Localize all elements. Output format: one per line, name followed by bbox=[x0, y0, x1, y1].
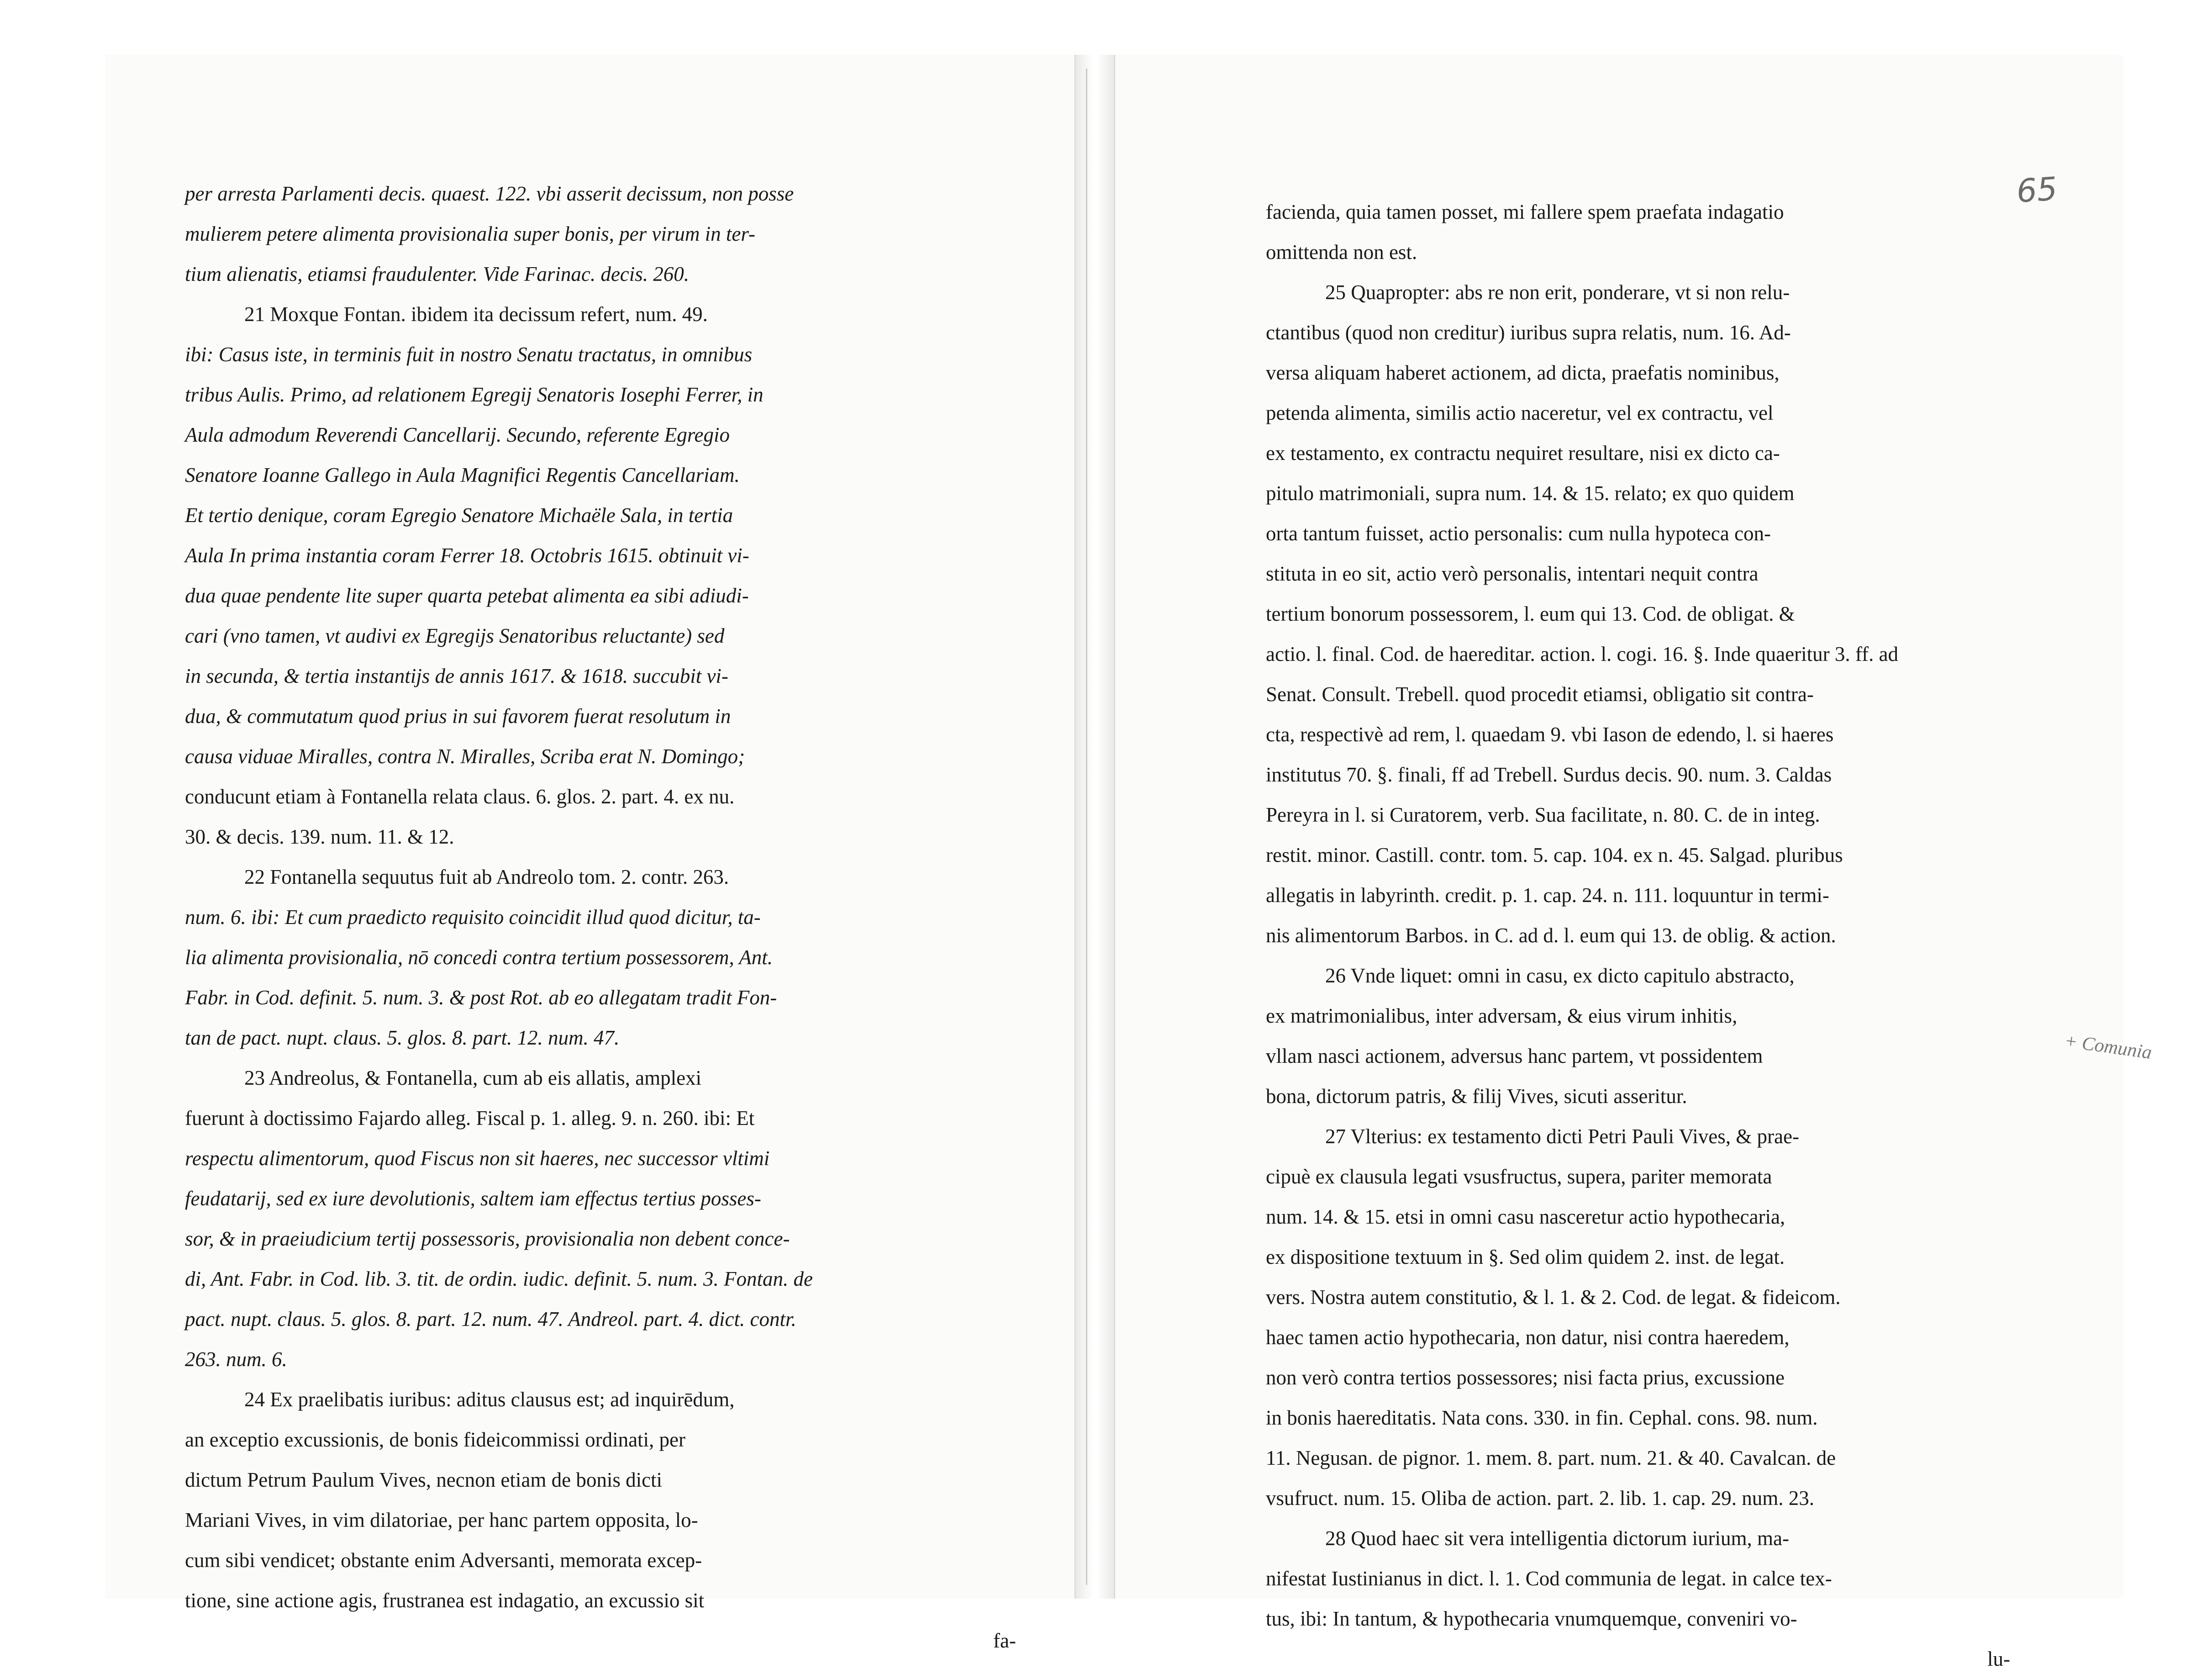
right-page-text bbox=[1266, 192, 2015, 1679]
text-line: dua, & commutatum quod prius in sui favorem fuerat resolutum in bbox=[185, 705, 731, 728]
text-line: Aula admodum Reverendi Cancellarij. Secundo, referente Egregio bbox=[185, 423, 730, 446]
text-line: bona, dictorum patris, & filij Vives, sicuti asseritur. bbox=[1266, 1085, 1687, 1108]
text-line: Fabr. in Cod. definit. 5. num. 3. & post Rot. ab eo allegatam tradit Fon- bbox=[185, 986, 777, 1009]
text-line: dictum Petrum Paulum Vives, necnon etiam de bonis dicti bbox=[185, 1468, 663, 1491]
text-line: versa aliquam haberet actionem, ad dicta, praefatis nominibus, bbox=[1266, 361, 1780, 384]
text-line: 263. num. 6. bbox=[185, 1348, 287, 1371]
text-line: Senat. Consult. Trebell. quod procedit etiamsi, obligatio sit contra- bbox=[1266, 683, 1814, 706]
text-line: omittenda non est. bbox=[1266, 241, 1417, 264]
text-line: causa viduae Miralles, contra N. Miralles, Scriba erat N. Domingo; bbox=[185, 745, 745, 768]
fold-line bbox=[1086, 69, 1087, 1585]
text-line: 28 Quod haec sit vera intelligentia dictorum iurium, ma- bbox=[1325, 1527, 1789, 1550]
text-line: 30. & decis. 139. num. 11. & 12. bbox=[185, 825, 454, 848]
text-line: tium alienatis, etiamsi fraudulenter. Vide Farinac. decis. 260. bbox=[185, 263, 690, 285]
folio-number: 65 bbox=[2015, 169, 2059, 211]
text-line: vsufruct. num. 15. Oliba de action. part. 2. lib. 1. cap. 29. num. 23. bbox=[1266, 1487, 1815, 1510]
text-line: tertium bonorum possessorem, l. eum qui 13. Cod. de obligat. & bbox=[1266, 602, 1795, 625]
text-line: restit. minor. Castill. contr. tom. 5. cap. 104. ex n. 45. Salgad. pluribus bbox=[1266, 844, 1843, 866]
text-line: 22 Fontanella sequutus fuit ab Andreolo tom. 2. contr. 263. bbox=[244, 866, 729, 888]
text-line: haec tamen actio hypothecaria, non datur, nisi contra haeredem, bbox=[1266, 1326, 1790, 1349]
text-line: ibi: Casus iste, in terminis fuit in nostro Senatu tractatus, in omnibus bbox=[185, 343, 753, 366]
text-line: allegatis in labyrinth. credit. p. 1. cap. 24. n. 111. loquuntur in termi- bbox=[1266, 884, 1829, 907]
text-line: di, Ant. Fabr. in Cod. lib. 3. tit. de ordin. iudic. definit. 5. num. 3. Fontan. de bbox=[185, 1267, 813, 1290]
text-line: 21 Moxque Fontan. ibidem ita decissum refert, num. 49. bbox=[244, 303, 708, 326]
text-line: in secunda, & tertia instantijs de annis 1617. & 1618. succubit vi- bbox=[185, 665, 728, 687]
text-line: facienda, quia tamen posset, mi fallere spem praefata indagatio bbox=[1266, 201, 1784, 223]
text-line: ex matrimonialibus, inter adversam, & eius virum inhitis, bbox=[1266, 1004, 1738, 1027]
text-line: cipuè ex clausula legati vsusfructus, supera, pariter memorata bbox=[1266, 1165, 1772, 1188]
margin-annotation: + Comunia bbox=[2063, 1030, 2154, 1064]
text-line: sor, & in praeiudicium tertij possessoris, provisionalia non debent conce- bbox=[185, 1227, 790, 1250]
text-line: fuerunt à doctissimo Fajardo alleg. Fiscal p. 1. alleg. 9. n. 260. ibi: Et bbox=[185, 1107, 755, 1130]
text-line: mulierem petere alimenta provisionalia super bonis, per virum in ter- bbox=[185, 222, 755, 245]
text-line: pact. nupt. claus. 5. glos. 8. part. 12. num. 47. Andreol. part. 4. dict. contr. bbox=[185, 1308, 796, 1331]
text-line: orta tantum fuisset, actio personalis: cum nulla hypoteca con- bbox=[1266, 522, 1771, 545]
text-line: num. 14. & 15. etsi in omni casu nasceretur actio hypothecaria, bbox=[1266, 1205, 1785, 1228]
text-line: cta, respectivè ad rem, l. quaedam 9. vbi Iason de edendo, l. si haeres bbox=[1266, 723, 1834, 746]
right-page bbox=[1114, 55, 2123, 1670]
text-line: Et tertio denique, coram Egregio Senatore Michaële Sala, in tertia bbox=[185, 504, 733, 527]
text-line: an exceptio excussionis, de bonis fideicommissi ordinati, per bbox=[185, 1428, 686, 1451]
text-line: petenda alimenta, similis actio naceretur, vel ex contractu, vel bbox=[1266, 401, 1774, 424]
catchword: lu- bbox=[1987, 1647, 2010, 1670]
text-line: vers. Nostra autem constitutio, & l. 1. & 2. Cod. de legat. & fideicom. bbox=[1266, 1286, 1841, 1309]
text-line: in bonis haereditatis. Nata cons. 330. in fin. Cephal. cons. 98. num. bbox=[1266, 1406, 1818, 1429]
text-line: conducunt etiam à Fontanella relata claus. 6. glos. 2. part. 4. ex nu. bbox=[185, 785, 735, 808]
text-line: non verò contra tertios possessores; nisi facta prius, excussione bbox=[1266, 1366, 1785, 1389]
text-line: lia alimenta provisionalia, nō concedi contra tertium possessorem, Ant. bbox=[185, 946, 773, 969]
text-line: 25 Quapropter: abs re non erit, ponderare, vt si non relu- bbox=[1325, 281, 1790, 304]
text-line: respectu alimentorum, quod Fiscus non sit haeres, nec successor vltimi bbox=[185, 1147, 770, 1170]
text-line: tan de pact. nupt. claus. 5. glos. 8. part. 12. num. 47. bbox=[185, 1026, 620, 1049]
text-line: stituta in eo sit, actio verò personalis, intentari nequit contra bbox=[1266, 562, 1759, 585]
text-line: institutus 70. §. finali, ff ad Trebell. Surdus decis. 90. num. 3. Caldas bbox=[1266, 763, 1832, 786]
text-line: Senatore Ioanne Gallego in Aula Magnifici Regentis Cancellariam. bbox=[185, 464, 740, 486]
book-gutter bbox=[1075, 55, 1114, 1599]
text-line: 23 Andreolus, & Fontanella, cum ab eis allatis, amplexi bbox=[244, 1067, 702, 1089]
text-line: cari (vno tamen, vt audivi ex Egregijs Senatoribus reluctante) sed bbox=[185, 624, 725, 647]
text-line: feudatarij, sed ex iure devolutionis, saltem iam effectus tertius posses- bbox=[185, 1187, 761, 1210]
text-line: pitulo matrimoniali, supra num. 14. & 15. relato; ex quo quidem bbox=[1266, 482, 1795, 505]
text-line: per arresta Parlamenti decis. quaest. 122. vbi asserit decissum, non posse bbox=[185, 182, 794, 205]
text-line: 26 Vnde liquet: omni in casu, ex dicto capitulo abstracto, bbox=[1325, 964, 1795, 987]
text-line: actio. l. final. Cod. de haereditar. action. l. cogi. 16. §. Inde quaeritur 3. ff. ad bbox=[1266, 643, 1898, 665]
text-line: tus, ibi: In tantum, & hypothecaria vnumquemque, conveniri vo- bbox=[1266, 1607, 1797, 1630]
text-line: 27 Vlterius: ex testamento dicti Petri Pauli Vives, & prae- bbox=[1325, 1125, 1799, 1148]
text-line: 11. Negusan. de pignor. 1. mem. 8. part. num. 21. & 40. Cavalcan. de bbox=[1266, 1447, 1836, 1469]
left-page bbox=[105, 55, 1075, 1652]
text-line: tribus Aulis. Primo, ad relationem Egregij Senatoris Iosephi Ferrer, in bbox=[185, 383, 764, 406]
catchword: fa- bbox=[993, 1629, 1016, 1652]
text-line: nifestat Iustinianus in dict. l. 1. Cod communia de legat. in calce tex- bbox=[1266, 1567, 1832, 1590]
text-line: vllam nasci actionem, adversus hanc partem, vt possidentem bbox=[1266, 1045, 1763, 1067]
text-line: Mariani Vives, in vim dilatoriae, per hanc partem opposita, lo- bbox=[185, 1509, 698, 1531]
text-line: Pereyra in l. si Curatorem, verb. Sua facilitate, n. 80. C. de in integ. bbox=[1266, 803, 1820, 826]
left-page-text bbox=[185, 174, 1021, 1661]
text-line: cum sibi vendicet; obstante enim Adversanti, memorata excep- bbox=[185, 1549, 702, 1572]
text-line: dua quae pendente lite super quarta petebat alimenta ea sibi adiudi- bbox=[185, 584, 749, 607]
text-line: num. 6. ibi: Et cum praedicto requisito coincidit illud quod dicitur, ta- bbox=[185, 906, 761, 929]
text-line: tione, sine actione agis, frustranea est indagatio, an excussio sit bbox=[185, 1589, 705, 1612]
text-line: nis alimentorum Barbos. in C. ad d. l. eum qui 13. de oblig. & action. bbox=[1266, 924, 1836, 947]
text-line: Aula In prima instantia coram Ferrer 18. Octobris 1615. obtinuit vi- bbox=[185, 544, 749, 567]
text-line: ex testamento, ex contractu nequiret resultare, nisi ex dicto ca- bbox=[1266, 442, 1780, 465]
text-line: ctantibus (quod non creditur) iuribus supra relatis, num. 16. Ad- bbox=[1266, 321, 1791, 344]
text-line: 24 Ex praelibatis iuribus: aditus clausus est; ad inquirēdum, bbox=[244, 1388, 735, 1411]
text-line: ex dispositione textuum in §. Sed olim quidem 2. inst. de legat. bbox=[1266, 1246, 1785, 1268]
